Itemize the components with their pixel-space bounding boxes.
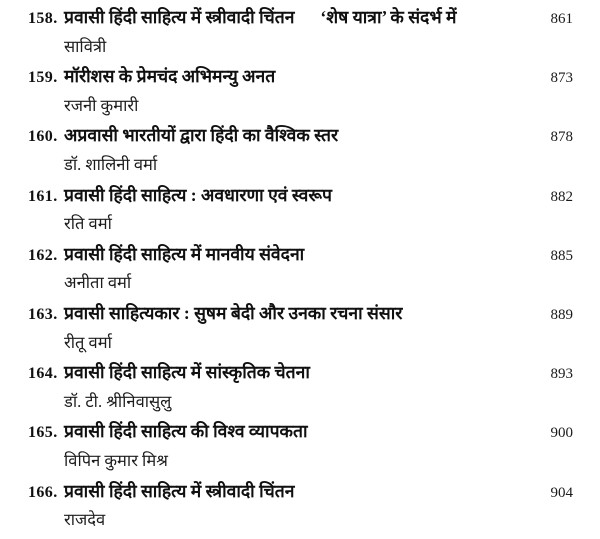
entry-title: प्रवासी हिंदी साहित्य : अवधारणा एवं स्वरूप [64, 184, 332, 205]
entry-number: 166. [28, 483, 58, 501]
entry-title-group [64, 65, 527, 89]
entry-number: 165. [28, 424, 58, 442]
entry-title-row [28, 302, 573, 326]
entry-author: विपिन कुमार मिश्र [64, 450, 168, 470]
entry-page-number: 878 [550, 129, 573, 146]
entry-title-group [64, 302, 527, 326]
entry-page-number: 889 [550, 306, 573, 323]
entry-author: रजनी कुमारी [64, 95, 139, 115]
entry-author: डॉ. टी. श्रीनिवासुलु [64, 391, 172, 411]
entry-page-number: 900 [550, 425, 573, 442]
toc-entry [28, 302, 573, 361]
entry-title-group [64, 361, 527, 385]
entry-title-group [64, 124, 527, 148]
entry-author: रीतू वर्मा [64, 332, 112, 352]
entry-title-group [64, 480, 527, 504]
entry-title-row [28, 361, 573, 385]
entry-number: 162. [28, 246, 58, 264]
entry-page-number: 885 [550, 247, 573, 264]
entry-title-row [28, 184, 573, 208]
entry-page-number: 882 [550, 188, 573, 205]
entry-author: डॉ. शालिनी वर्मा [64, 155, 158, 174]
entry-number: 158. [28, 10, 58, 27]
toc-entry [28, 480, 573, 539]
entry-title-group [64, 184, 527, 208]
entry-title: प्रवासी हिंदी साहित्य में स्त्रीवादी चिंतन [64, 480, 295, 501]
entry-author: रति वर्मा [64, 214, 112, 234]
entry-title: प्रवासी हिंदी साहित्य में सांस्कृतिक चेतना [64, 362, 310, 383]
entry-page-number: 873 [550, 70, 573, 87]
entry-title-group [64, 6, 527, 30]
toc-entry [28, 124, 573, 183]
entry-number: 161. [28, 187, 58, 205]
entry-number: 164. [28, 365, 58, 383]
entry-title: प्रवासी हिंदी साहित्य में मानवीय संवेदना [64, 243, 305, 264]
entry-title-row [28, 420, 573, 444]
entry-number: 159. [28, 69, 58, 87]
entry-title-group [64, 243, 527, 267]
toc-entry [28, 361, 573, 420]
entry-page-number: 893 [550, 366, 573, 383]
entry-title-row [28, 6, 573, 30]
entry-title: प्रवासी हिंदी साहित्य में स्त्रीवादी चिंतन [64, 7, 295, 27]
entry-number: 163. [28, 305, 58, 323]
entry-author: अनीता वर्मा [64, 273, 132, 293]
toc-entry [28, 420, 573, 479]
entry-author: राजदेव [64, 510, 106, 530]
entry-title-group [64, 420, 527, 444]
entry-title: मॉरीशस के प्रेमचंद अभिमन्यु अनत [64, 66, 276, 87]
toc-entry [28, 6, 573, 65]
entry-title-row [28, 480, 573, 504]
entry-title: प्रवासी साहित्यकार : सुषम बेदी और उनका रचना संसार [64, 302, 403, 323]
entry-number: 160. [28, 128, 58, 146]
entry-page-number: 861 [550, 11, 573, 27]
entry-title-row [28, 65, 573, 89]
entry-page-number: 904 [550, 484, 573, 501]
entry-title-row [28, 243, 573, 267]
entry-title-row [28, 124, 573, 148]
entry-title: प्रवासी हिंदी साहित्य की विश्व व्यापकता [64, 421, 308, 442]
entry-title: अप्रवासी भारतीयों द्वारा हिंदी का वैश्विक स्तर [64, 125, 339, 146]
entry-author: सावित्री [64, 36, 107, 56]
toc-entry [28, 184, 573, 243]
entry-subtitle: ‘शेष यात्रा’ के संदर्भ में [320, 7, 457, 27]
toc-entry [28, 243, 573, 302]
toc-entry [28, 65, 573, 124]
